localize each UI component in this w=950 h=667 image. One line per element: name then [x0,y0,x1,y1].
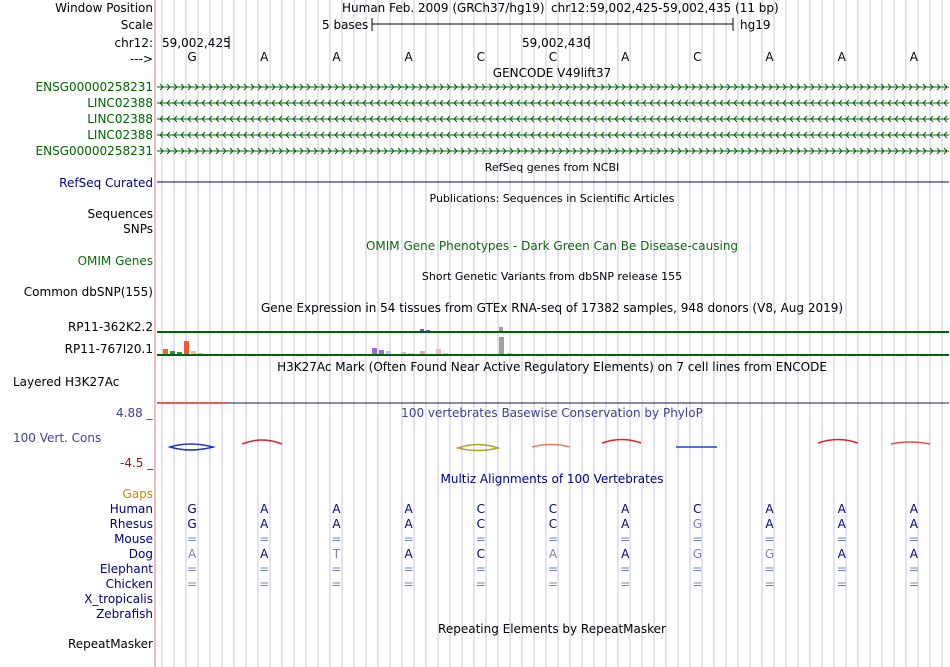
alignment-base: G [187,502,197,516]
alignment-base: A [548,547,558,561]
alignment-base: = [692,577,703,591]
gtex-bar [499,337,504,354]
gtex-bar [408,353,413,354]
gtex-bar [372,348,377,354]
strand-label: ---> [129,52,153,66]
alignment-base: C [548,517,558,531]
gtex-title: Gene Expression in 54 tissues from GTEx RNA-seq of 17382 samples, 948 donors (V8, Aug 2019) [260,301,844,315]
gtex-bar [163,349,168,354]
pubs-title: Publications: Sequences in Scientific Articles [429,192,675,205]
alignment-base: C [476,517,486,531]
alignment-base: A [404,502,413,516]
alignment-base: A [837,547,846,561]
conservation-mark [458,445,498,451]
base-letter: A [621,50,630,64]
species-label[interactable]: Rhesus [109,517,153,531]
h3k27ac-label[interactable]: Layered H3K27Ac [13,375,120,389]
alignment-base: A [187,547,197,561]
base-letter: A [765,50,774,64]
alignment-base: A [621,502,630,516]
gtex-bar [386,351,391,354]
gtex-bar [191,351,196,354]
gtex-row-1[interactable]: RP11-362K2.2 [67,320,153,334]
alignment-base: C [476,502,486,516]
alignment-base: = [403,577,414,591]
window-position-label: Window Position [55,1,153,15]
alignment-base: = [764,562,775,576]
species-label[interactable]: Chicken [105,577,153,591]
alignment-base: = [908,532,919,546]
alignment-base: = [187,577,198,591]
species-label[interactable]: Human [109,502,153,516]
conservation-mark [602,440,641,444]
alignment-base: = [259,562,270,576]
gencode-title: GENCODE V49lift37 [492,66,612,80]
coord-1: 59,002,425 [162,36,231,50]
alignment-base: = [908,577,919,591]
gtex-bar [177,352,182,354]
gtex-bar [198,353,203,354]
assembly-name: Human Feb. 2009 (GRCh37/hg19) [342,1,545,15]
alignment-base: A [404,547,413,561]
alignment-base: A [260,517,269,531]
alignment-base: = [475,577,486,591]
alignment-base: = [475,532,486,546]
alignment-base: A [621,547,630,561]
gencode-item-label[interactable]: ENSG00000258231 [35,144,153,158]
species-label[interactable]: Elephant [99,562,153,576]
alignment-base: A [837,517,846,531]
scale-value: 5 bases [322,18,369,32]
gtex-row-2[interactable]: RP11-767I20.1 [64,342,153,356]
alignment-base: = [547,562,559,576]
gencode-item-label[interactable]: LINC02388 [87,128,153,142]
cons-max: 4.88 _ [116,406,153,420]
gtex-bar [443,353,448,354]
cons-label[interactable]: 100 Vert. Cons [13,431,102,445]
alignment-base: = [259,577,270,591]
base-letter: A [404,50,413,64]
dbsnp-label[interactable]: Common dbSNP(155) [23,285,153,299]
position-readout: chr12:59,002,425-59,002,435 (11 bp) [551,1,779,15]
refseq-label[interactable]: RefSeq Curated [59,176,153,190]
conservation-mark [242,440,282,444]
chrom-label: chr12: [114,36,153,50]
alignment-base: = [836,562,847,576]
alignment-base: G [187,517,197,531]
alignment-base: C [476,547,486,561]
species-label[interactable]: Dog [128,547,153,561]
alignment-base: = [620,562,631,576]
gtex-bar [379,350,384,354]
conservation-mark [170,444,213,450]
alignment-base: A [765,502,774,516]
gtex-bar [420,329,424,331]
alignment-base: = [187,562,198,576]
cons-min: -4.5 _ [120,456,154,470]
coord-2: 59,002,430 [522,36,591,50]
base-letter: C [693,50,702,64]
base-letter: A [332,50,341,64]
alignment-base: T [332,547,341,561]
alignment-base: A [260,547,269,561]
conservation-mark [891,442,930,444]
gencode-item-label[interactable]: LINC02388 [87,96,153,110]
species-label[interactable]: X_tropicalis [84,592,153,606]
cons-title: 100 vertebrates Basewise Conservation by PhyloP [401,406,703,420]
gencode-item-label[interactable]: LINC02388 [87,112,153,126]
species-label[interactable]: Mouse [114,532,153,546]
alignment-base: G [764,547,775,561]
base-letter: A [837,50,846,64]
refseq-title: RefSeq genes from NCBI [484,161,620,174]
alignment-base: = [908,562,919,576]
alignment-base: A [621,517,630,531]
base-letter: C [548,50,558,64]
gtex-bar [184,341,189,354]
omim-title: OMIM Gene Phenotypes - Dark Green Can Be Disease-causing [365,239,739,253]
alignment-base: = [331,532,342,546]
scale-label: Scale [120,18,153,32]
h3k27ac-title: H3K27Ac Mark (Often Found Near Active Regulatory Elements) on 7 cell lines from ENCODE [277,360,827,374]
multiz-title: Multiz Alignments of 100 Vertebrates [440,472,664,486]
alignment-base: C [693,502,702,516]
omim-label[interactable]: OMIM Genes [77,254,153,268]
alignment-base: = [331,577,342,591]
alignment-base: = [764,532,775,546]
alignment-base: A [260,502,269,516]
rmsk-title: Repeating Elements by RepeatMasker [438,622,666,636]
gtex-bar [401,352,406,354]
alignment-base: = [403,532,414,546]
alignment-base: A [332,517,341,531]
alignment-base: A [332,502,341,516]
sequences-label[interactable]: Sequences [87,207,153,221]
alignment-base: = [187,532,198,546]
alignment-base: = [836,577,847,591]
alignment-base: C [548,502,558,516]
gtex-bar [507,353,512,354]
gtex-bar [420,351,425,354]
gtex-bar [426,330,430,331]
alignment-base: = [403,562,414,576]
conservation-mark [818,440,858,444]
gtex-bar [436,349,441,354]
alignment-base: = [547,532,559,546]
gaps-label[interactable]: Gaps [122,487,153,501]
gtex-bar [499,327,503,331]
alignment-base: G [692,547,703,561]
alignment-base: = [620,532,631,546]
alignment-base: = [692,562,703,576]
alignment-base: A [909,517,919,531]
alignment-base: = [475,562,486,576]
rmsk-label[interactable]: RepeatMasker [67,637,153,651]
snps-label[interactable]: SNPs [123,222,153,236]
species-label[interactable]: Zebrafish [96,607,153,621]
alignment-base: A [909,547,919,561]
conservation-mark [532,445,570,448]
alignment-base: = [764,577,775,591]
alignment-base: = [620,577,631,591]
base-letter: G [187,50,197,64]
base-letter: A [260,50,269,64]
alignment-base: A [909,502,919,516]
base-letter: A [909,50,919,64]
base-letter: C [476,50,486,64]
alignment-base: A [837,502,846,516]
alignment-base: = [331,562,342,576]
scale-db: hg19 [740,18,771,32]
alignment-base: A [404,517,413,531]
alignment-base: = [836,532,847,546]
alignment-base: = [692,532,703,546]
dbsnp-title: Short Genetic Variants from dbSNP release 155 [421,270,683,283]
alignment-base: = [547,577,559,591]
alignment-base: G [692,517,703,531]
gencode-item-label[interactable]: ENSG00000258231 [35,80,153,94]
alignment-base: A [765,517,774,531]
alignment-base: = [259,532,270,546]
gtex-bar [170,351,175,354]
